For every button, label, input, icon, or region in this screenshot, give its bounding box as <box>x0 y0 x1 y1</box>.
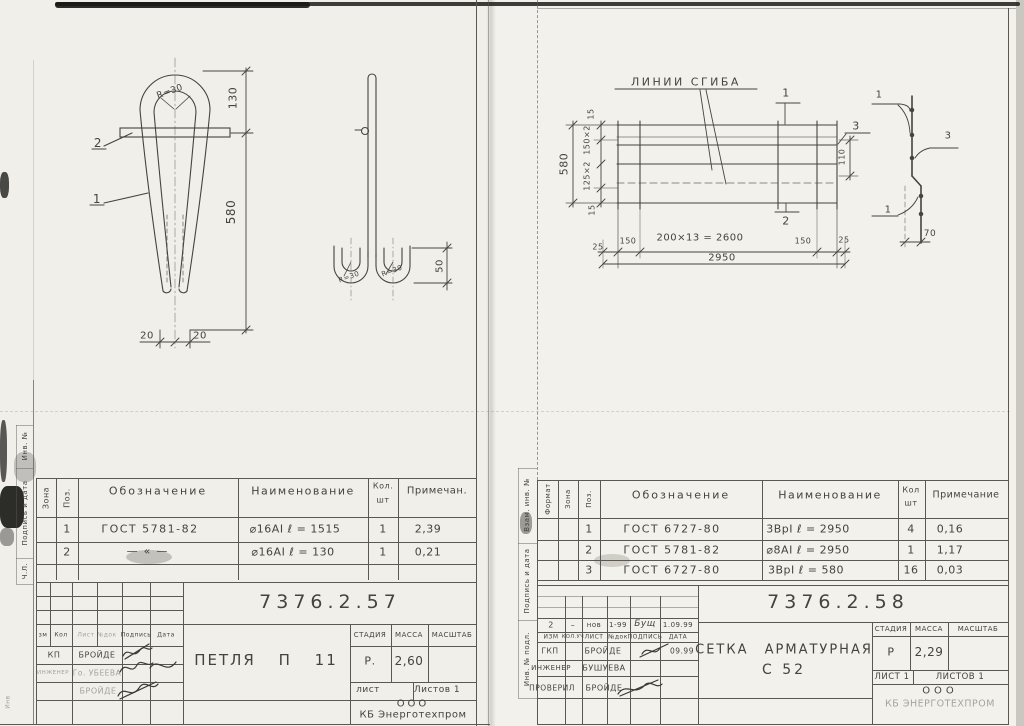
sign-role: КП <box>47 650 61 660</box>
stamp-border <box>36 582 476 583</box>
cell-poz: 1 <box>63 522 71 536</box>
cell-naimenovanie: ⌀16AI ℓ = 130 <box>251 545 335 559</box>
table-line <box>238 478 239 580</box>
dim-200x13: 200×13 = 2600 <box>656 232 744 244</box>
position-callout-2: 2 <box>93 136 103 150</box>
position-callout-1: 1 <box>92 192 102 206</box>
stamp-line <box>630 596 631 725</box>
margin-divider <box>518 468 537 469</box>
stamp-line <box>698 622 1008 623</box>
stamp-line <box>183 700 350 701</box>
stamp-header-podpis: ПОДПИСЬ <box>627 633 663 641</box>
stamp-line <box>607 596 608 725</box>
margin-divider <box>16 425 33 426</box>
scan-edge <box>1016 0 1024 726</box>
dim-50: 50 <box>434 259 446 273</box>
cell-oboznachenie: ГОСТ 6727-80 <box>623 563 721 577</box>
stamp-line <box>183 624 476 625</box>
cell-naimenovanie: ⌀16AI ℓ = 1515 <box>249 522 341 536</box>
mass-value: 2,29 <box>914 645 944 659</box>
cell-poz: 2 <box>63 545 71 559</box>
table-line <box>56 478 57 580</box>
col-header-format: Формат <box>544 483 552 515</box>
margin-divider <box>16 584 33 585</box>
stamp-line <box>537 607 698 608</box>
table-line <box>537 540 1008 541</box>
scale-header: МАСШТАБ <box>431 631 473 639</box>
left-sheet-paper-edge <box>488 0 489 726</box>
dim-20-right: 20 <box>193 330 207 342</box>
rev-list: нов <box>586 621 602 629</box>
stamp-line <box>350 624 351 724</box>
dim-20-left: 20 <box>140 330 154 342</box>
table-line <box>925 480 926 580</box>
scan-blob <box>0 172 9 198</box>
cell-oboznachenie: ГОСТ 6727-80 <box>623 522 721 536</box>
stamp-line <box>36 646 183 647</box>
dim-580: 580 <box>557 152 571 176</box>
table-line <box>537 580 1008 581</box>
sign-name: БУШУЕВА <box>582 663 626 673</box>
table-line <box>762 480 763 580</box>
table-line <box>78 478 79 580</box>
company-name: КБ Энерготехпром <box>359 709 467 721</box>
table-border <box>36 478 476 479</box>
dim-125x2: 125×2 <box>582 161 592 191</box>
cell-poz: 2 <box>585 543 593 557</box>
dim-150x2: 150×2 <box>582 125 592 155</box>
sign-role: ИНЖЕНЕР <box>36 670 70 676</box>
left-sheet-paper <box>0 0 490 726</box>
col-header-naimenovanie: Наименование <box>251 484 355 498</box>
dim-15-bottom: 15 <box>587 204 597 216</box>
stamp-line <box>948 622 949 670</box>
stamp-line <box>913 670 914 684</box>
rev-ndok: 1-99 <box>609 621 627 629</box>
scan-top-line-thick <box>55 2 310 8</box>
drawing-title-line1: СЕТКА АРМАТУРНАЯ <box>695 642 873 658</box>
stamp-line <box>150 582 151 724</box>
dim-70: 70 <box>923 229 937 239</box>
company-ooo: ООО <box>922 685 958 697</box>
stamp-line <box>36 700 183 701</box>
listov-label: ЛИСТОВ 1 <box>935 672 985 682</box>
cell-kol: 1 <box>379 522 387 536</box>
margin-label-podpis-data: Подпись и дата <box>21 480 29 546</box>
list-label: ЛИСТ 1 <box>874 672 910 682</box>
col-header-sht: шт <box>904 498 918 508</box>
margin-divider <box>518 698 537 699</box>
table-border <box>36 478 37 724</box>
dim-130: 130 <box>226 86 240 110</box>
stage-header: СТАДИЯ <box>874 625 908 633</box>
stamp-header-izm: зм <box>38 631 48 639</box>
position-callout-3: 3 <box>852 119 860 133</box>
col-header-kol: Кол. <box>372 481 394 491</box>
cell-poz: 3 <box>585 563 593 577</box>
stage-value: Р. <box>364 654 376 668</box>
cell-oboznachenie: ГОСТ 5781-82 <box>101 522 199 536</box>
left-sheet-right-border <box>476 0 477 726</box>
margin-divider <box>16 558 33 559</box>
scan-blob <box>0 420 7 482</box>
stamp-line <box>36 624 183 625</box>
stamp-line <box>698 698 872 699</box>
bend-lines-label: ЛИНИИ СГИБА <box>631 75 741 89</box>
stamp-header-kol: КОЛ.УЧ <box>561 634 585 640</box>
col-header-primechanie: Примечан. <box>406 485 468 497</box>
stamp-line <box>36 682 183 683</box>
sign-name: БРОЙДЕ <box>584 646 622 656</box>
stamp-header-izm: ИЗМ <box>543 633 559 641</box>
scan-blob <box>0 528 14 546</box>
drawing-title-line2: С 52 <box>761 662 807 678</box>
col-header-poz: Поз. <box>62 488 72 508</box>
stamp-line <box>122 582 123 724</box>
rev-signature: Бущ <box>634 619 656 629</box>
cell-primechanie: 2,39 <box>414 522 442 536</box>
col-header-primechanie: Примечание <box>932 489 1000 501</box>
dim-25-right: 25 <box>838 235 850 245</box>
fold-crease-line <box>0 411 1010 412</box>
table-line <box>898 480 899 580</box>
margin-label-podpis-data: Подпись и дата <box>523 548 531 614</box>
stamp-line <box>50 582 51 646</box>
company-ooo: ООО <box>396 698 430 710</box>
margin-divider <box>518 543 537 544</box>
frame-line <box>0 724 490 725</box>
stamp-line <box>537 698 698 699</box>
sign-role: ГКП <box>541 646 559 656</box>
table-line <box>600 480 601 580</box>
cell-primechanie: 0,21 <box>414 545 442 559</box>
margin-label-inv-podl: Инв. № подл. <box>523 631 531 687</box>
table-line <box>368 478 369 580</box>
table-line <box>398 478 399 580</box>
cell-poz: 1 <box>585 522 593 536</box>
margin-column-line <box>518 468 519 698</box>
sign-name: БРОЙДЕ <box>78 650 116 660</box>
margin-divider <box>518 620 537 621</box>
stamp-line <box>537 618 698 619</box>
mass-header: МАССА <box>395 631 423 639</box>
stamp-line <box>872 622 873 725</box>
cell-kol: 16 <box>903 563 919 577</box>
cell-primechanie: 1,17 <box>936 543 964 557</box>
stamp-line <box>391 624 392 682</box>
dim-25-left: 25 <box>592 242 604 252</box>
position-callout-2: 2 <box>782 214 790 228</box>
table-border <box>537 480 1008 481</box>
list-label: лист <box>356 685 380 695</box>
cell-naimenovanie: ⌀8AI ℓ = 2950 <box>766 543 850 557</box>
cell-primechanie: 0,03 <box>936 563 964 577</box>
right-sheet-fold-line <box>537 0 538 480</box>
stamp-line <box>582 596 583 725</box>
table-line <box>36 564 476 565</box>
col-header-zona: Зона <box>41 486 51 510</box>
stamp-line <box>910 622 911 670</box>
col-header-poz: Поз. <box>585 490 593 508</box>
rev-kol: – <box>570 620 576 630</box>
stamp-line <box>660 596 661 725</box>
frame-line <box>33 60 34 380</box>
stamp-header-list-ndok: Лист №док <box>77 631 117 639</box>
margin-column-line <box>16 425 17 584</box>
mass-value: 2,60 <box>394 654 424 668</box>
stamp-line <box>872 636 1008 637</box>
stamp-line <box>72 582 73 724</box>
stamp-line <box>565 596 566 725</box>
cell-kol: 1 <box>907 543 915 557</box>
sign-name: Го. УБЕЕВА <box>72 668 122 678</box>
radius-label: R=30 <box>155 82 185 102</box>
col-header-oboznachenie: Обозначение <box>108 484 208 498</box>
stamp-line <box>428 624 429 682</box>
margin-label-inv-small: Инв <box>4 695 12 709</box>
col-header-naimenovanie: Наименование <box>778 488 882 502</box>
dim-110: 110 <box>837 148 847 166</box>
cell-primechanie: 0,16 <box>936 522 964 536</box>
col-header-kol: Кол <box>902 485 920 495</box>
table-line <box>537 560 1008 561</box>
col-header-zona: Зона <box>564 489 572 509</box>
frame-line <box>33 380 34 725</box>
stamp-header-ndok: №док <box>608 633 628 641</box>
table-line <box>578 480 579 580</box>
rev-izm: 2 <box>548 620 554 630</box>
margin-label-chl: Ч.Л. <box>21 562 29 580</box>
sign-role: ПРОВЕРИЛ <box>529 683 575 693</box>
table-line <box>558 480 559 580</box>
cell-oboznachenie-ditto: —«— <box>126 544 174 558</box>
table-line <box>36 542 476 543</box>
sign-date: 09.99 <box>670 646 694 656</box>
cell-kol: 1 <box>379 545 387 559</box>
position-callout-1: 1 <box>782 86 790 100</box>
listov-label: Листов 1 <box>413 685 461 695</box>
table-line <box>36 517 476 518</box>
cell-oboznachenie: ГОСТ 5781-82 <box>623 543 721 557</box>
col-header-oboznachenie: Обозначение <box>631 488 731 502</box>
cell-kol: 4 <box>907 522 915 536</box>
stamp-border <box>537 585 1008 586</box>
margin-divider <box>16 468 33 469</box>
sign-name: БРОЙДЕ <box>585 683 623 693</box>
margin-label-vzam-inv: Взам. инв. № <box>523 478 531 532</box>
company-name: КБ ЭНЕРГОТЕХПРОМ <box>885 698 995 710</box>
dim-15-top: 15 <box>586 108 596 120</box>
stamp-line <box>537 660 698 661</box>
cell-naimenovanie: 3ВрI ℓ = 580 <box>767 563 845 577</box>
stamp-line <box>36 664 183 665</box>
sign-role: ИНЖЕНЕР <box>531 664 571 672</box>
dim-150-right: 150 <box>794 236 812 246</box>
detail-callout-3: 3 <box>944 130 952 142</box>
table-line <box>537 518 1008 519</box>
stamp-line <box>350 646 476 647</box>
stamp-line <box>872 670 1008 671</box>
margin-label-inv: Инв. № <box>21 431 29 461</box>
stamp-header-podpis: Подпись <box>120 631 152 639</box>
frame-line <box>537 8 1016 9</box>
stamp-line <box>183 582 184 724</box>
dim-580: 580 <box>224 199 238 225</box>
hook-radius-left: R=30 <box>337 269 361 285</box>
detail-callout-1-bottom: 1 <box>884 204 892 216</box>
stamp-header-list: ЛИСТ <box>584 633 604 641</box>
stamp-line <box>36 610 183 611</box>
col-header-sht: шт <box>376 495 390 505</box>
dim-2950: 2950 <box>708 252 736 264</box>
document-number: 7376.2.57 <box>259 591 401 613</box>
stamp-line <box>537 676 698 677</box>
document-number: 7376.2.58 <box>767 591 909 613</box>
stage-header: СТАДИЯ <box>353 631 387 639</box>
scale-header: МАСШТАБ <box>957 625 999 633</box>
stage-value: Р <box>887 645 895 659</box>
sign-name: БРОЙДЕ <box>79 686 117 696</box>
stamp-header-data: Дата <box>157 631 175 639</box>
rev-date: 1.09.99 <box>662 621 694 629</box>
detail-callout-1-top: 1 <box>875 89 883 101</box>
stamp-line <box>537 596 698 597</box>
hook-radius-right: R=30 <box>380 263 404 279</box>
right-sheet-right-border <box>1008 8 1009 725</box>
cell-naimenovanie: 3ВрI ℓ = 2950 <box>766 522 850 536</box>
dim-150-left: 150 <box>619 236 637 246</box>
stamp-line <box>537 642 698 643</box>
stamp-header-kol: Кол <box>54 631 68 639</box>
drawing-title: ПЕТЛЯ П 11 <box>194 651 338 669</box>
stamp-line <box>36 596 183 597</box>
stamp-header-data: ДАТА <box>668 633 688 641</box>
mass-header: МАССА <box>915 625 943 633</box>
